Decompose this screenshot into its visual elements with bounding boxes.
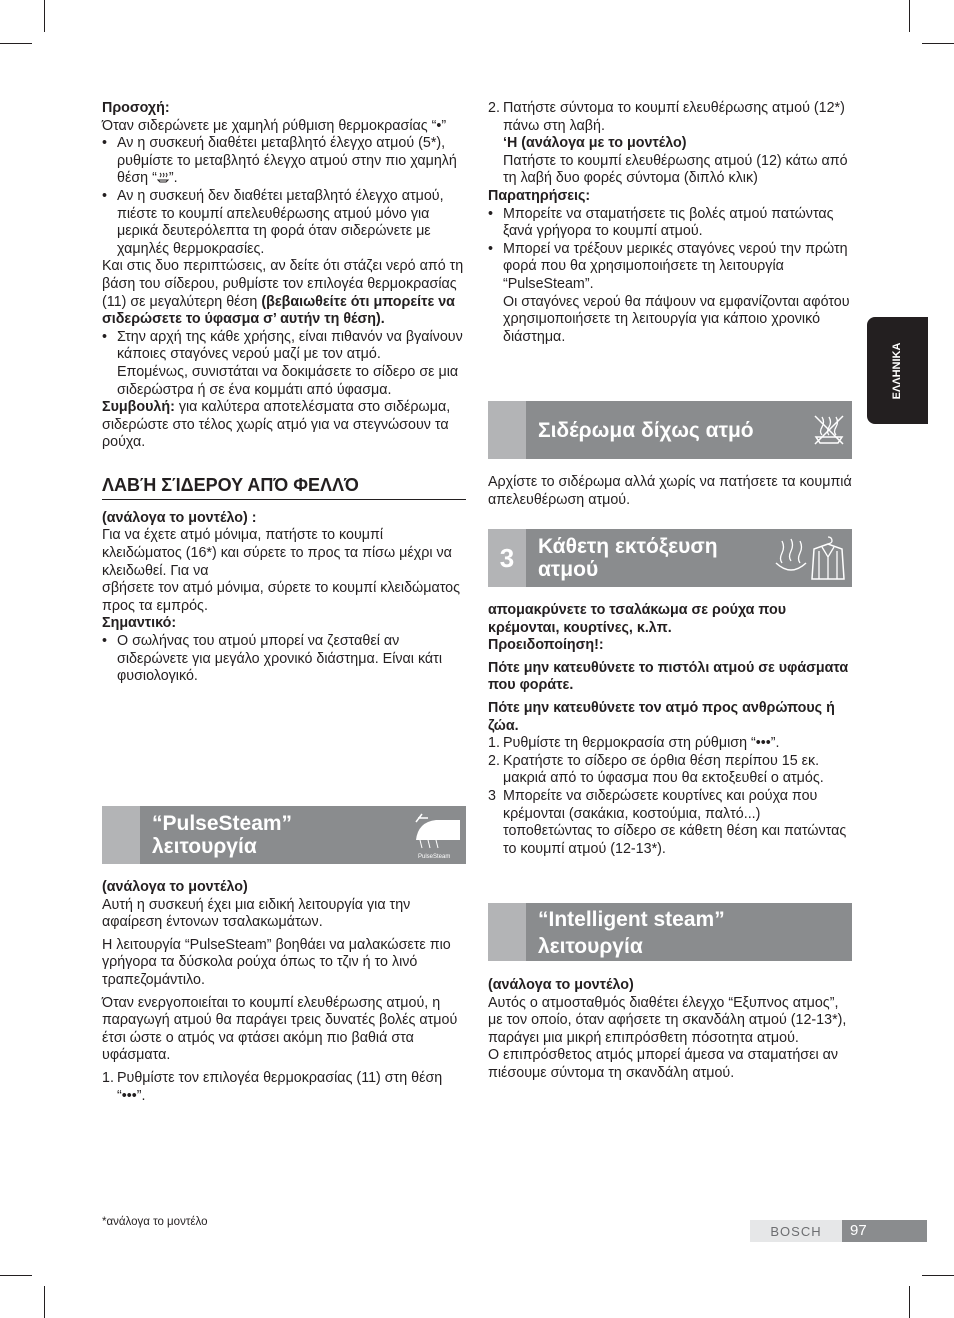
step-text: Ρυθμίστε τον επιλογέα θερμοκρασίας (11) στη θέση “•••”. — [117, 1069, 443, 1104]
dry-ironing-header-bar — [488, 401, 852, 459]
intelligent-steam-title — [538, 908, 725, 958]
paragraph: Για να έχετε ατμό μόνιμα, πατήστε το κουμπί κλειδώματος (16*) και σύρετε το προς τα πίσω μέχρι να κλειδωθεί. Για να — [102, 527, 452, 579]
bar-stub — [488, 401, 526, 459]
bullet-text: Αν η συσκευή δεν διαθέτει μεταβλητό έλεγχο ατμού, πιέστε το κουμπί απελευθέρωσης ατμού μόνο για μερικά δευτερόλεπτα τη φορά όταν σιδερώνετε με χαμηλές θερμοκρασίες. — [117, 187, 444, 257]
step-text: Πατήστε σύντομα το κουμπί ελευθέρωσης ατμού (12*) πάνω στη λαβή. — [503, 100, 845, 134]
list-item — [488, 735, 852, 753]
paragraph: Αρχίστε το σιδέρωμα αλλά χωρίς να πατήσετε τα κουμπιά απελευθέρωση ατμού. — [488, 474, 852, 508]
step-text: Μπορείτε να σιδερώσετε κουρτίνες και ρούχα που κρέμονται (σακάκια, κοστούμια, παλτό...) τοποθετώντας το σίδερο σε κάθετη θέση και πατώντας το κουμπί ατμού (12-13*). — [503, 787, 847, 857]
step-number: 3 — [488, 787, 496, 804]
crop-mark — [0, 43, 32, 44]
bar-stub — [102, 806, 140, 864]
crop-mark — [909, 0, 910, 32]
paragraph: Αυτή η συσκευή έχει μια ειδική λειτουργία για την αφαίρεση έντονων τσαλακωμάτων. — [102, 896, 411, 931]
language-tab-label: ΕΛΛΗΝΙΚΑ — [891, 342, 903, 400]
vertical-steam-body — [488, 602, 852, 858]
pulsesteam-icon — [408, 810, 464, 860]
paragraph: σβήσετε τον ατμό μόνιμα, σύρετε το κουμπί κλειδώματος προς τα εμπρός. — [102, 580, 461, 614]
warning-text: Πότε μην κατευθύνετε το πιστόλι ατμού σε υφάσματα που φοράτε. — [488, 659, 849, 694]
vertical-steam-title — [538, 535, 718, 581]
list-item — [488, 753, 852, 788]
paragraph-text: Και στις δυο περιπτώσεις, αν δείτε ότι στάζει νερό από τη βάση του σίδερου, ρυθμίστε τον επιλογέα θερμοκρασίας (11) σε μεγαλύτερη θέση — [102, 258, 464, 310]
step-number: 2. — [488, 100, 500, 116]
crop-mark — [909, 1286, 910, 1318]
list-item — [488, 788, 852, 858]
step-text: Ρυθμίστε τη θερμοκρασία στη ρύθμιση “•••”. — [503, 735, 780, 752]
step-text: Κρατήστε το σίδερο σε όρθια θέση περίπου 15 εκ. μακριά από το ύφασμα που θα εκτοξευθεί ο ατμός. — [503, 752, 824, 787]
alternative-text: Πατήστε το κουμπί ελευθέρωσης ατμού (12) κάτω από τη λαβή δυο φορές σύντομα (διπλό κλικ) — [503, 152, 848, 187]
intelligent-steam-body — [488, 977, 852, 1083]
no-steam-icon — [812, 413, 846, 447]
pulsesteam-icon-caption: PulseSteam — [418, 854, 451, 860]
list-item — [488, 100, 852, 135]
crop-mark — [922, 43, 954, 44]
low-steam-icon — [157, 172, 169, 183]
step-number: 2. — [488, 752, 500, 769]
list-item: • Μπορείτε να σταματήσετε τις βολές ατμού πατώντας ξανά γρήγορα το κουμπί ατμού. — [488, 205, 834, 240]
intelligent-steam-title-line1: “Intelligent steam” — [538, 908, 725, 931]
step-number: 1. — [102, 1069, 114, 1086]
brand-label: BOSCH — [750, 1220, 842, 1242]
model-note: (ανάλογα το μοντέλο) : — [102, 509, 257, 526]
list-item: • Μπορεί να τρέξουν μερικές σταγόνες νερού την πρώτη φορά που θα χρησιμοποιήσετε τη λειτουργία “PulseSteam”. — [488, 240, 848, 292]
section-heading: ΛΑΒΉ ΣΊΔΕΡΟΥ ΑΠΌ ΦΕΛΛΌ — [102, 474, 466, 500]
paragraph — [102, 258, 466, 328]
bullet-text: Μπορεί να τρέξουν μερικές σταγόνες νερού την πρώτη φορά που θα χρησιμοποιήσετε τη λειτουργία “PulseSteam”. — [503, 240, 848, 292]
dry-ironing-title: Σιδέρωμα δίχως ατμό — [538, 419, 754, 442]
pulsesteam-title-line1: “PulseSteam” — [152, 812, 293, 835]
left-column-lower — [102, 879, 466, 1105]
bullet-text: Μπορείτε να σταματήσετε τις βολές ατμού πατώντας ξανά γρήγορα το κουμπί ατμού. — [503, 205, 834, 240]
crop-mark — [0, 1275, 32, 1276]
right-column — [488, 100, 852, 346]
pulsesteam-title — [152, 812, 292, 858]
tip-text: για καλύτερα αποτελέσματα στο σιδέρωμα, σιδερώστε στο τέλος χωρίς ατμό για να στεγνώσουν τα ρούχα. — [102, 399, 451, 451]
dry-ironing-body — [488, 474, 852, 509]
crop-mark — [922, 1275, 954, 1276]
bullet-continuation: Οι σταγόνες νερού θα πάψουν να εμφανίζονται αφότου χρησιμοποιήσετε τη λειτουργία για κάποιο χρονικό διάστημα. — [503, 293, 850, 345]
list-item: • Αν η συσκευή δεν διαθέτει μεταβλητό έλεγχο ατμού, πιέστε το κουμπί απελευθέρωσης ατμού μόνο για μερικά δευτερόλεπτα τη φορά όταν σιδερώνετε με χαμηλές θερμοκρασίες. — [102, 187, 444, 257]
attention-label: Προσοχή: — [102, 100, 170, 116]
page-number: 97 — [850, 1222, 867, 1239]
list-item — [102, 1070, 466, 1105]
page-number-box — [842, 1220, 927, 1242]
list-item: • Ο σωλήνας του ατμού μπορεί να ζεσταθεί αν σιδερώνετε για μεγάλο χρονικό διάστημα. Είναι κάτι φυσιολογικό. — [102, 633, 443, 685]
model-note: (ανάλογα το μοντέλο) — [102, 879, 248, 895]
attention-text: Όταν σιδερώνετε με χαμηλή ρύθμιση θερμοκρασίας “•” — [102, 117, 447, 134]
list-item: • Αν η συσκευή διαθέτει μεταβλητό έλεγχο ατμού (5*), ρυθμίστε το μεταβλητό έλεγχο ατμού στην πιο χαμηλή θέση “ ”. — [102, 135, 457, 187]
alternative-label: ‘Η (ανάλογα με το μοντέλο) — [503, 135, 687, 152]
important-label: Σημαντικό: — [102, 615, 177, 632]
vertical-steam-header-bar — [488, 529, 852, 587]
section-number: 3 — [499, 542, 515, 573]
paragraph-bold: απομακρύνετε το τσαλάκωμα σε ρούχα που κρέμονται, κουρτίνες, κ.λπ. — [488, 602, 787, 636]
bullet-continuation: Επομένως, συνιστάται να δοκιμάσετε το σίδερο σε μια σιδερώστρα ή σε ένα κομμάτι από ύφασμα. — [117, 363, 459, 398]
crop-mark — [44, 1286, 45, 1318]
bullet-text: Στην αρχή της κάθε χρήσης, είναι πιθανόν να βγαίνουν κάποιες σταγόνες νερού μαζί με τον ατμό. — [117, 328, 463, 363]
bullet-text: Ο σωλήνας του ατμού μπορεί να ζεσταθεί αν σιδερώνετε για μεγάλο χρονικό διάστημα. Είναι κάτι φυσιολογικό. — [117, 633, 443, 685]
footnote: *ανάλογα το μοντέλο — [102, 1216, 208, 1228]
paragraph-bold: (βεβαιωθείτε ότι μπορείτε να σιδερώσετε το ύφασμα σ’ αυτήν τη θέση). — [102, 293, 455, 328]
tip-label: Συμβουλή: — [102, 399, 175, 416]
tip-paragraph — [102, 399, 466, 452]
list-item: • Στην αρχή της κάθε χρήσης, είναι πιθανόν να βγαίνουν κάποιες σταγόνες νερού μαζί με τον ατμό. — [102, 328, 463, 363]
vertical-steam-title-line2: ατμού — [538, 558, 599, 581]
bullet-text-end: ”. — [168, 170, 178, 187]
intelligent-steam-title-line2: λειτουργία — [538, 935, 643, 958]
garment-icon — [810, 535, 846, 581]
paragraph: Όταν ενεργοποιείται το κουμπί ελευθέρωσης ατμού, η παραγωγή ατμού θα παράγει τρεις δυνατές βολές ατμού έτσι ώστε ο ατμός να φτάσει ακόμη πιο βαθιά στα υφάσματα. — [102, 994, 458, 1064]
warning-text: Πότε μην κατευθύνετε τον ατμό προς ανθρώπους ή ζώα. — [488, 699, 835, 734]
model-note: (ανάλογα το μοντέλο) — [488, 977, 634, 993]
pulsesteam-title-line2: λειτουργία — [152, 835, 257, 858]
step-number: 1. — [488, 735, 500, 752]
bar-stub — [488, 903, 526, 961]
crop-mark — [44, 0, 45, 32]
language-tab — [867, 317, 928, 424]
intelligent-steam-header-bar — [488, 903, 852, 961]
pulsesteam-header-bar — [102, 806, 466, 864]
paragraph: Ο επιπρόσθετος ατμός μπορεί άμεσα να σταματήσει αν πιέσουμε σύντομα τη σκανδάλη ατμού. — [488, 1047, 839, 1081]
bullet-text: Αν η συσκευή διαθέτει μεταβλητό έλεγχο ατμού (5*), ρυθμίστε το μεταβλητό έλεγχο ατμού στην πιο χαμηλή θέση “ — [117, 135, 457, 187]
notes-label: Παρατηρήσεις: — [488, 187, 591, 204]
warning-label: Προειδοποίηση!: — [488, 637, 604, 654]
vertical-steam-title-line1: Κάθετη εκτόξευση — [538, 535, 718, 558]
paragraph: Η λειτουργία “PulseSteam” βοηθάει να μαλακώσετε πιο γρήγορα τα δύσκολα ρούχα όπως το τζιν ή το λινό τραπεζομάντιλο. — [102, 936, 451, 988]
vertical-steam-icon — [772, 537, 810, 581]
paragraph: Αυτός ο ατμοσταθμός διαθέτει έλεγχο “Εξυπνος ατμος”, με τον οποίο, όταν αφήσετε τη σκανδάλη ατμού (12-13*), παράγει μια μικρή επιπρόσθετη πόσοτητα ατμού. — [488, 994, 847, 1046]
left-column — [102, 100, 466, 686]
